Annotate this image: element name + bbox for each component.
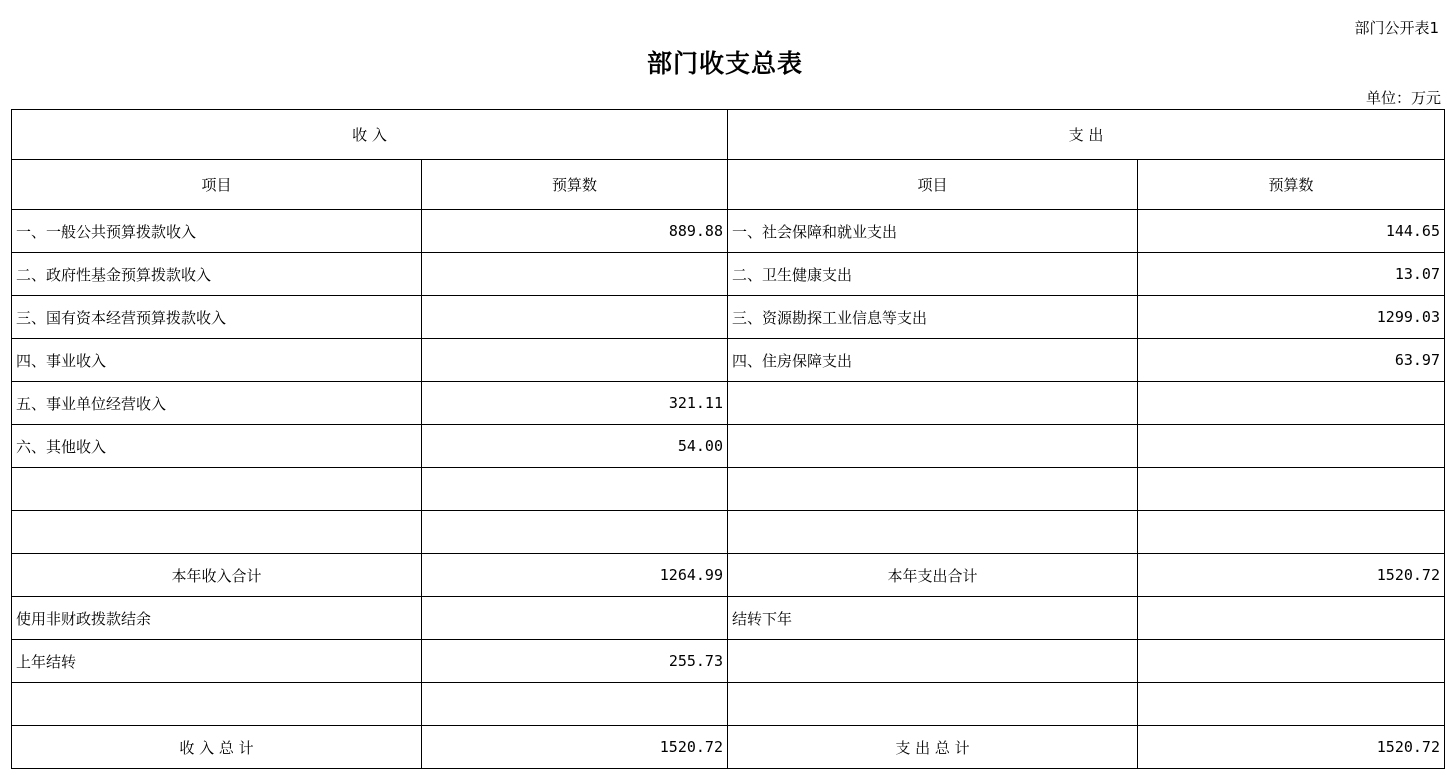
expense-budget-column-header: 预算数 bbox=[1138, 160, 1445, 210]
income-item: 五、事业单位经营收入 bbox=[12, 382, 422, 425]
total-row bbox=[12, 726, 1445, 769]
expense-subtotal-label: 本年支出合计 bbox=[728, 554, 1138, 597]
expense-total-label: 支 出 总 计 bbox=[728, 726, 1138, 769]
income-amount: 255.73 bbox=[422, 640, 728, 683]
income-item: 上年结转 bbox=[12, 640, 422, 683]
income-item: 一、一般公共预算拨款收入 bbox=[12, 210, 422, 253]
expense-item bbox=[728, 640, 1138, 683]
income-item-column-header: 项目 bbox=[12, 160, 422, 210]
expense-amount bbox=[1138, 468, 1445, 511]
table-row bbox=[12, 597, 1445, 640]
income-item bbox=[12, 683, 422, 726]
income-item bbox=[12, 511, 422, 554]
income-amount: 54.00 bbox=[422, 425, 728, 468]
income-amount: 889.88 bbox=[422, 210, 728, 253]
expense-subtotal-amount: 1520.72 bbox=[1138, 554, 1445, 597]
table-row bbox=[12, 253, 1445, 296]
expense-item bbox=[728, 683, 1138, 726]
table-row bbox=[12, 382, 1445, 425]
expense-amount bbox=[1138, 425, 1445, 468]
expense-item bbox=[728, 511, 1138, 554]
table-row bbox=[12, 425, 1445, 468]
income-header: 收 入 bbox=[12, 110, 728, 160]
expense-item: 四、住房保障支出 bbox=[728, 339, 1138, 382]
income-item: 三、国有资本经营预算拨款收入 bbox=[12, 296, 422, 339]
expense-amount bbox=[1138, 640, 1445, 683]
income-amount bbox=[422, 253, 728, 296]
income-amount bbox=[422, 339, 728, 382]
expense-amount bbox=[1138, 382, 1445, 425]
income-subtotal-amount: 1264.99 bbox=[422, 554, 728, 597]
expense-item: 三、资源勘探工业信息等支出 bbox=[728, 296, 1138, 339]
expense-item bbox=[728, 425, 1138, 468]
income-amount bbox=[422, 296, 728, 339]
table-row bbox=[12, 640, 1445, 683]
expense-item bbox=[728, 468, 1138, 511]
income-item: 使用非财政拨款结余 bbox=[12, 597, 422, 640]
form-number: 部门公开表1 bbox=[1354, 19, 1439, 37]
expense-amount: 63.97 bbox=[1138, 339, 1445, 382]
column-header-row bbox=[12, 160, 1445, 210]
income-amount bbox=[422, 683, 728, 726]
page-title: 部门收支总表 bbox=[646, 49, 803, 78]
income-item: 二、政府性基金预算拨款收入 bbox=[12, 253, 422, 296]
expense-item-column-header: 项目 bbox=[728, 160, 1138, 210]
income-item: 四、事业收入 bbox=[12, 339, 422, 382]
budget-summary-table bbox=[11, 109, 1445, 769]
expense-amount bbox=[1138, 683, 1445, 726]
table-row bbox=[12, 296, 1445, 339]
expense-item: 结转下年 bbox=[728, 597, 1138, 640]
income-amount: 321.11 bbox=[422, 382, 728, 425]
unit-label: 单位：万元 bbox=[1365, 89, 1441, 107]
expense-amount bbox=[1138, 511, 1445, 554]
income-total-label: 收 入 总 计 bbox=[12, 726, 422, 769]
income-amount bbox=[422, 468, 728, 511]
expense-amount: 1299.03 bbox=[1138, 296, 1445, 339]
expense-amount: 13.07 bbox=[1138, 253, 1445, 296]
expense-item bbox=[728, 382, 1138, 425]
expense-amount bbox=[1138, 597, 1445, 640]
income-total-amount: 1520.72 bbox=[422, 726, 728, 769]
expense-amount: 144.65 bbox=[1138, 210, 1445, 253]
table-row bbox=[12, 511, 1445, 554]
expense-total-amount: 1520.72 bbox=[1138, 726, 1445, 769]
table-row bbox=[12, 210, 1445, 253]
income-amount bbox=[422, 511, 728, 554]
expense-item: 一、社会保障和就业支出 bbox=[728, 210, 1138, 253]
table-row bbox=[12, 468, 1445, 511]
expense-item: 二、卫生健康支出 bbox=[728, 253, 1138, 296]
subtotal-row bbox=[12, 554, 1445, 597]
section-header-row bbox=[12, 110, 1445, 160]
income-item bbox=[12, 468, 422, 511]
expense-header: 支 出 bbox=[728, 110, 1445, 160]
income-amount bbox=[422, 597, 728, 640]
income-budget-column-header: 预算数 bbox=[422, 160, 728, 210]
table-row bbox=[12, 339, 1445, 382]
income-item: 六、其他收入 bbox=[12, 425, 422, 468]
income-subtotal-label: 本年收入合计 bbox=[12, 554, 422, 597]
table-row bbox=[12, 683, 1445, 726]
